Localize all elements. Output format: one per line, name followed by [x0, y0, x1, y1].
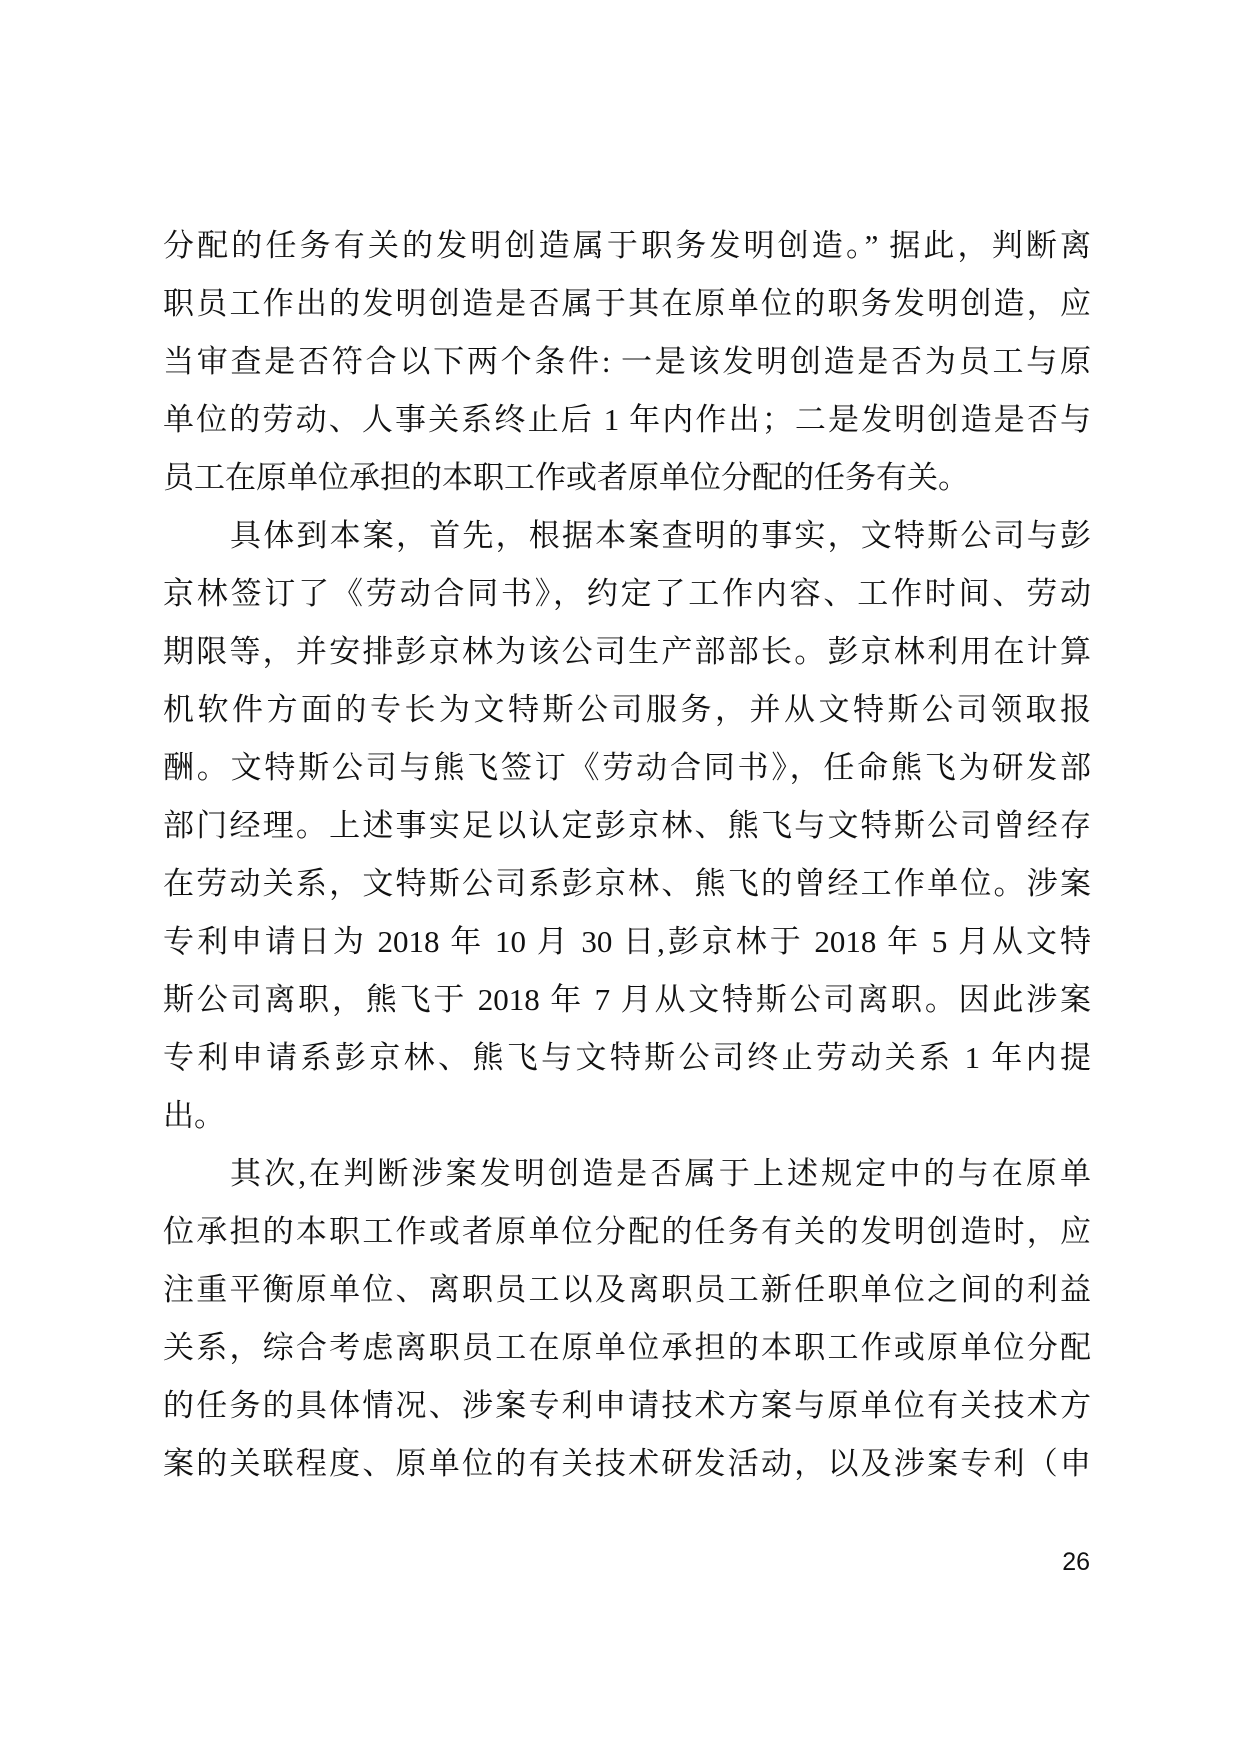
text-line: 专利申请系彭京林、熊飞与文特斯公司终止劳动关系 1 年内提: [163, 1040, 1091, 1075]
text-line: 单位的劳动、人事关系终止后 1 年内作出；二是发明创造是否与: [163, 402, 1091, 437]
text-line: 关系，综合考虑离职员工在原单位承担的本职工作或原单位分配: [163, 1330, 1091, 1365]
text-line: 的任务的具体情况、涉案专利申请技术方案与原单位有关技术方: [163, 1388, 1091, 1423]
text-line: 具体到本案，首先，根据本案查明的事实，文特斯公司与彭: [230, 518, 1091, 553]
text-line: 机软件方面的专长为文特斯公司服务，并从文特斯公司领取报: [163, 692, 1091, 727]
text-line: 员工在原单位承担的本职工作或者原单位分配的任务有关。: [163, 460, 969, 495]
text-line: 当审查是否符合以下两个条件: 一是该发明创造是否为员工与原: [163, 344, 1091, 379]
text-line: 京林签订了《劳动合同书》，约定了工作内容、工作时间、劳动: [163, 576, 1091, 611]
text-line: 分配的任务有关的发明创造属于职务发明创造。” 据此，判断离: [163, 228, 1091, 263]
text-line: 在劳动关系，文特斯公司系彭京林、熊飞的曾经工作单位。涉案: [163, 866, 1091, 901]
text-line: 专利申请日为 2018 年 10 月 30 日,彭京林于 2018 年 5 月从文特: [163, 924, 1091, 959]
text-line: 出。: [163, 1098, 225, 1133]
text-line: 职员工作出的发明创造是否属于其在原单位的职务发明创造，应: [163, 286, 1091, 321]
text-line: 斯公司离职，熊飞于 2018 年 7 月从文特斯公司离职。因此涉案: [163, 982, 1091, 1017]
text-line: 期限等，并安排彭京林为该公司生产部部长。彭京林利用在计算: [163, 634, 1091, 669]
text-line: 其次,在判断涉案发明创造是否属于上述规定中的与在原单: [230, 1156, 1091, 1191]
page-number: 26: [1062, 1548, 1090, 1576]
body-text: [163, 217, 1091, 1493]
text-line: 案的关联程度、原单位的有关技术研发活动，以及涉案专利（申: [163, 1446, 1091, 1481]
text-line: 注重平衡原单位、离职员工以及离职员工新任职单位之间的利益: [163, 1272, 1091, 1307]
text-line: 部门经理。上述事实足以认定彭京林、熊飞与文特斯公司曾经存: [163, 808, 1091, 843]
text-line: 酬。文特斯公司与熊飞签订《劳动合同书》，任命熊飞为研发部: [163, 750, 1091, 785]
text-line: 位承担的本职工作或者原单位分配的任务有关的发明创造时，应: [163, 1214, 1091, 1249]
